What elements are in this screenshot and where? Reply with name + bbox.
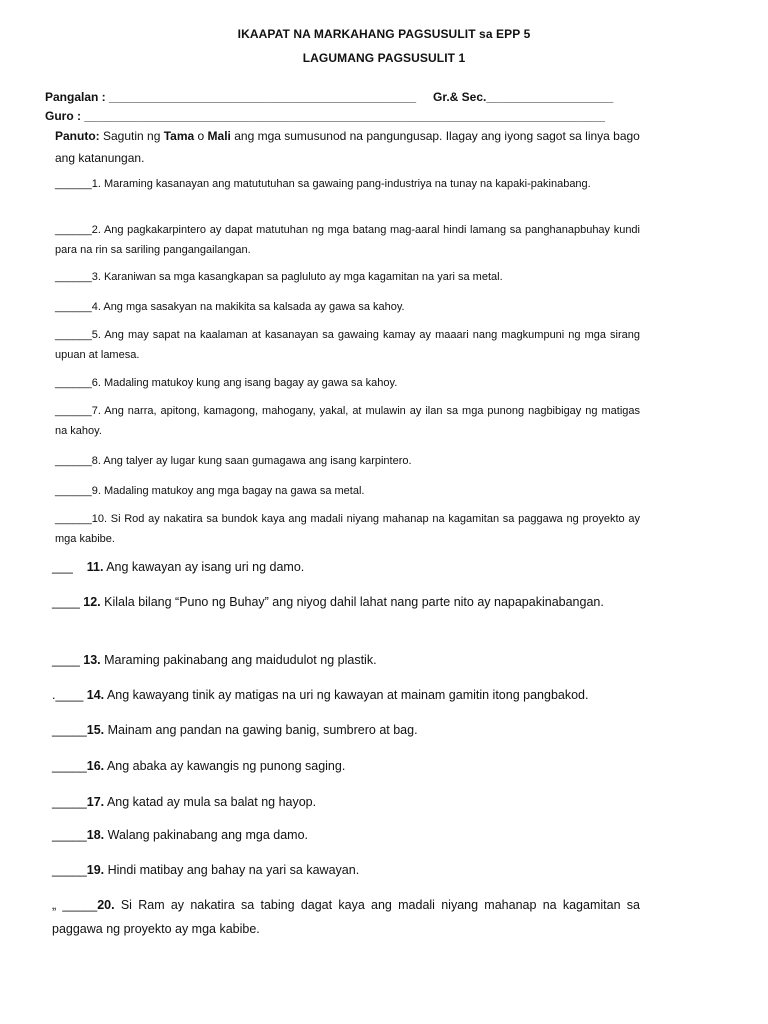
question-number: 12.: [83, 595, 101, 609]
question-number: 11.: [86, 560, 104, 574]
question-item: [55, 481, 640, 501]
answer-blank[interactable]: _____: [52, 828, 87, 842]
question-number: 10.: [91, 513, 108, 525]
directions: [55, 125, 640, 169]
answer-blank[interactable]: ____: [52, 595, 84, 609]
question-number: 13.: [83, 653, 101, 667]
question-number: 4.: [91, 301, 101, 313]
teacher-row: [45, 109, 605, 123]
question-text: Si Rod ay nakatira sa bundok kaya ang madali niyang mahanap na kagamitan sa paggawa ng proyekto ay mga kabibe.: [55, 513, 640, 545]
question-number: 20.: [97, 898, 115, 912]
question-item: [55, 325, 640, 365]
exam-subtitle: LAGUMANG PAGSUSULIT 1: [302, 51, 466, 65]
question-text: Madaling matukoy ang mga bagay na gawa sa metal.: [100, 485, 365, 497]
answer-blank[interactable]: _____: [52, 863, 87, 877]
question-text: Maraming pakinabang ang maidudulot ng plastik.: [100, 653, 377, 667]
directions-text: ang mga sumusunod na pangungusap. Ilagay ang iyong sagot sa linya bago ang katanungan.: [55, 129, 640, 165]
question-item: [52, 893, 640, 941]
question-item: [55, 267, 640, 287]
question-number: 14.: [86, 688, 105, 702]
question-item: [55, 174, 640, 194]
question-text: Mainam ang pandan na gawing banig, sumbrero at bag.: [104, 723, 418, 737]
answer-blank[interactable]: ______: [55, 377, 92, 389]
question-item: [55, 401, 640, 441]
answer-blank[interactable]: ______: [55, 271, 92, 283]
mali-word: Mali: [207, 129, 231, 143]
question-item: [55, 373, 640, 393]
question-item: [52, 648, 640, 672]
question-text: Ang narra, apitong, kamagong, mahogany, yakal, at mulawin ay ilan sa mga punong nagbibigay ng matigas na kahoy.: [55, 405, 640, 437]
answer-blank[interactable]: .____: [52, 688, 87, 702]
directions-text: o: [194, 129, 208, 143]
question-number: 6.: [91, 377, 101, 389]
answer-blank[interactable]: _____: [52, 795, 87, 809]
answer-blank[interactable]: ______: [55, 224, 92, 236]
question-number: 19.: [86, 863, 105, 877]
grade-section-blank-line: ___________________: [486, 90, 614, 104]
question-number: 1.: [91, 178, 101, 190]
teacher-label: Guro :: [45, 109, 81, 123]
answer-blank[interactable]: _____: [52, 759, 87, 773]
question-number: 5.: [91, 329, 101, 341]
question-item: [52, 683, 640, 707]
question-item: [52, 823, 640, 847]
question-text: Ang talyer ay lugar kung saan gumagawa ang isang karpintero.: [100, 455, 412, 467]
question-item: [52, 718, 640, 742]
question-text: Ang kawayang tinik ay matigas na uri ng kawayan at mainam gamitin itong pangbakod.: [104, 688, 589, 702]
question-item: [55, 451, 640, 471]
question-number: 8.: [91, 455, 101, 467]
question-number: 9.: [91, 485, 101, 497]
teacher-blank-line: ______________________________________________________________________________: [84, 109, 605, 123]
question-item: [52, 555, 640, 579]
name-row: [45, 90, 416, 104]
question-number: 7.: [91, 405, 101, 417]
answer-blank[interactable]: ______: [55, 513, 92, 525]
question-item: [52, 858, 640, 882]
answer-blank[interactable]: ___: [52, 560, 87, 574]
question-item: [55, 297, 640, 317]
question-text: Ang katad ay mula sa balat ng hayop.: [104, 795, 317, 809]
question-text: Ang mga sasakyan na makikita sa kalsada ay gawa sa kahoy.: [100, 301, 405, 313]
answer-blank[interactable]: ______: [55, 178, 92, 190]
question-number: 3.: [91, 271, 101, 283]
question-number: 15.: [86, 723, 105, 737]
question-text: Maraming kasanayan ang matututuhan sa gawaing pang-industriya na tunay na kapaki-pakinabang.: [100, 178, 591, 190]
question-item: [52, 754, 640, 778]
tama-word: Tama: [163, 129, 195, 143]
answer-blank[interactable]: ____: [52, 653, 84, 667]
question-item: [55, 509, 640, 549]
question-text: Madaling matukoy kung ang isang bagay ay gawa sa kahoy.: [100, 377, 398, 389]
answer-blank[interactable]: ______: [55, 405, 92, 417]
question-item: [52, 590, 640, 614]
question-text: Ang may sapat na kaalaman at kasanayan sa gawaing kamay ay maaari nang magkumpuni ng mga sirang upuan at lamesa.: [55, 329, 640, 361]
answer-blank[interactable]: ______: [55, 329, 92, 341]
exam-title: IKAAPAT NA MARKAHANG PAGSUSULIT sa EPP 5: [237, 27, 531, 41]
question-text: Hindi matibay ang bahay na yari sa kawayan.: [104, 863, 360, 877]
answer-blank[interactable]: „ _____: [52, 898, 98, 912]
answer-blank[interactable]: _____: [52, 723, 87, 737]
question-text: Ang pagkakarpintero ay dapat matutuhan ng mga batang mag-aaral hindi lamang sa panghanapbuhay kundi para na rin sa sariling pangangailangan.: [55, 224, 640, 256]
name-blank-line: ______________________________________________: [109, 90, 417, 104]
question-text: Ang abaka ay kawangis ng punong saging.: [104, 759, 346, 773]
question-number: 18.: [86, 828, 105, 842]
name-label: Pangalan :: [45, 90, 106, 104]
question-text: Walang pakinabang ang mga damo.: [104, 828, 308, 842]
question-number: 2.: [91, 224, 101, 236]
question-number: 17.: [86, 795, 105, 809]
question-item: [52, 790, 640, 814]
question-text: Ang kawayan ay isang uri ng damo.: [103, 560, 305, 574]
question-item: [55, 220, 640, 260]
grade-section-label: Gr.& Sec.: [433, 90, 487, 104]
question-text: Si Ram ay nakatira sa tabing dagat kaya ang madali niyang mahanap na kagamitan sa paggawa ng proyekto ay mga kabibe.: [52, 898, 640, 936]
question-text: Kilala bilang “Puno ng Buhay” ang niyog dahil lahat nang parte nito ay napapakinabangan.: [100, 595, 604, 609]
answer-blank[interactable]: ______: [55, 301, 92, 313]
directions-text: Sagutin ng: [99, 129, 164, 143]
question-number: 16.: [86, 759, 105, 773]
answer-blank[interactable]: ______: [55, 485, 92, 497]
question-text: Karaniwan sa mga kasangkapan sa pagluluto ay mga kagamitan na yari sa metal.: [100, 271, 503, 283]
grade-section-row: [433, 90, 613, 104]
answer-blank[interactable]: ______: [55, 455, 92, 467]
directions-label: Panuto:: [55, 129, 100, 143]
